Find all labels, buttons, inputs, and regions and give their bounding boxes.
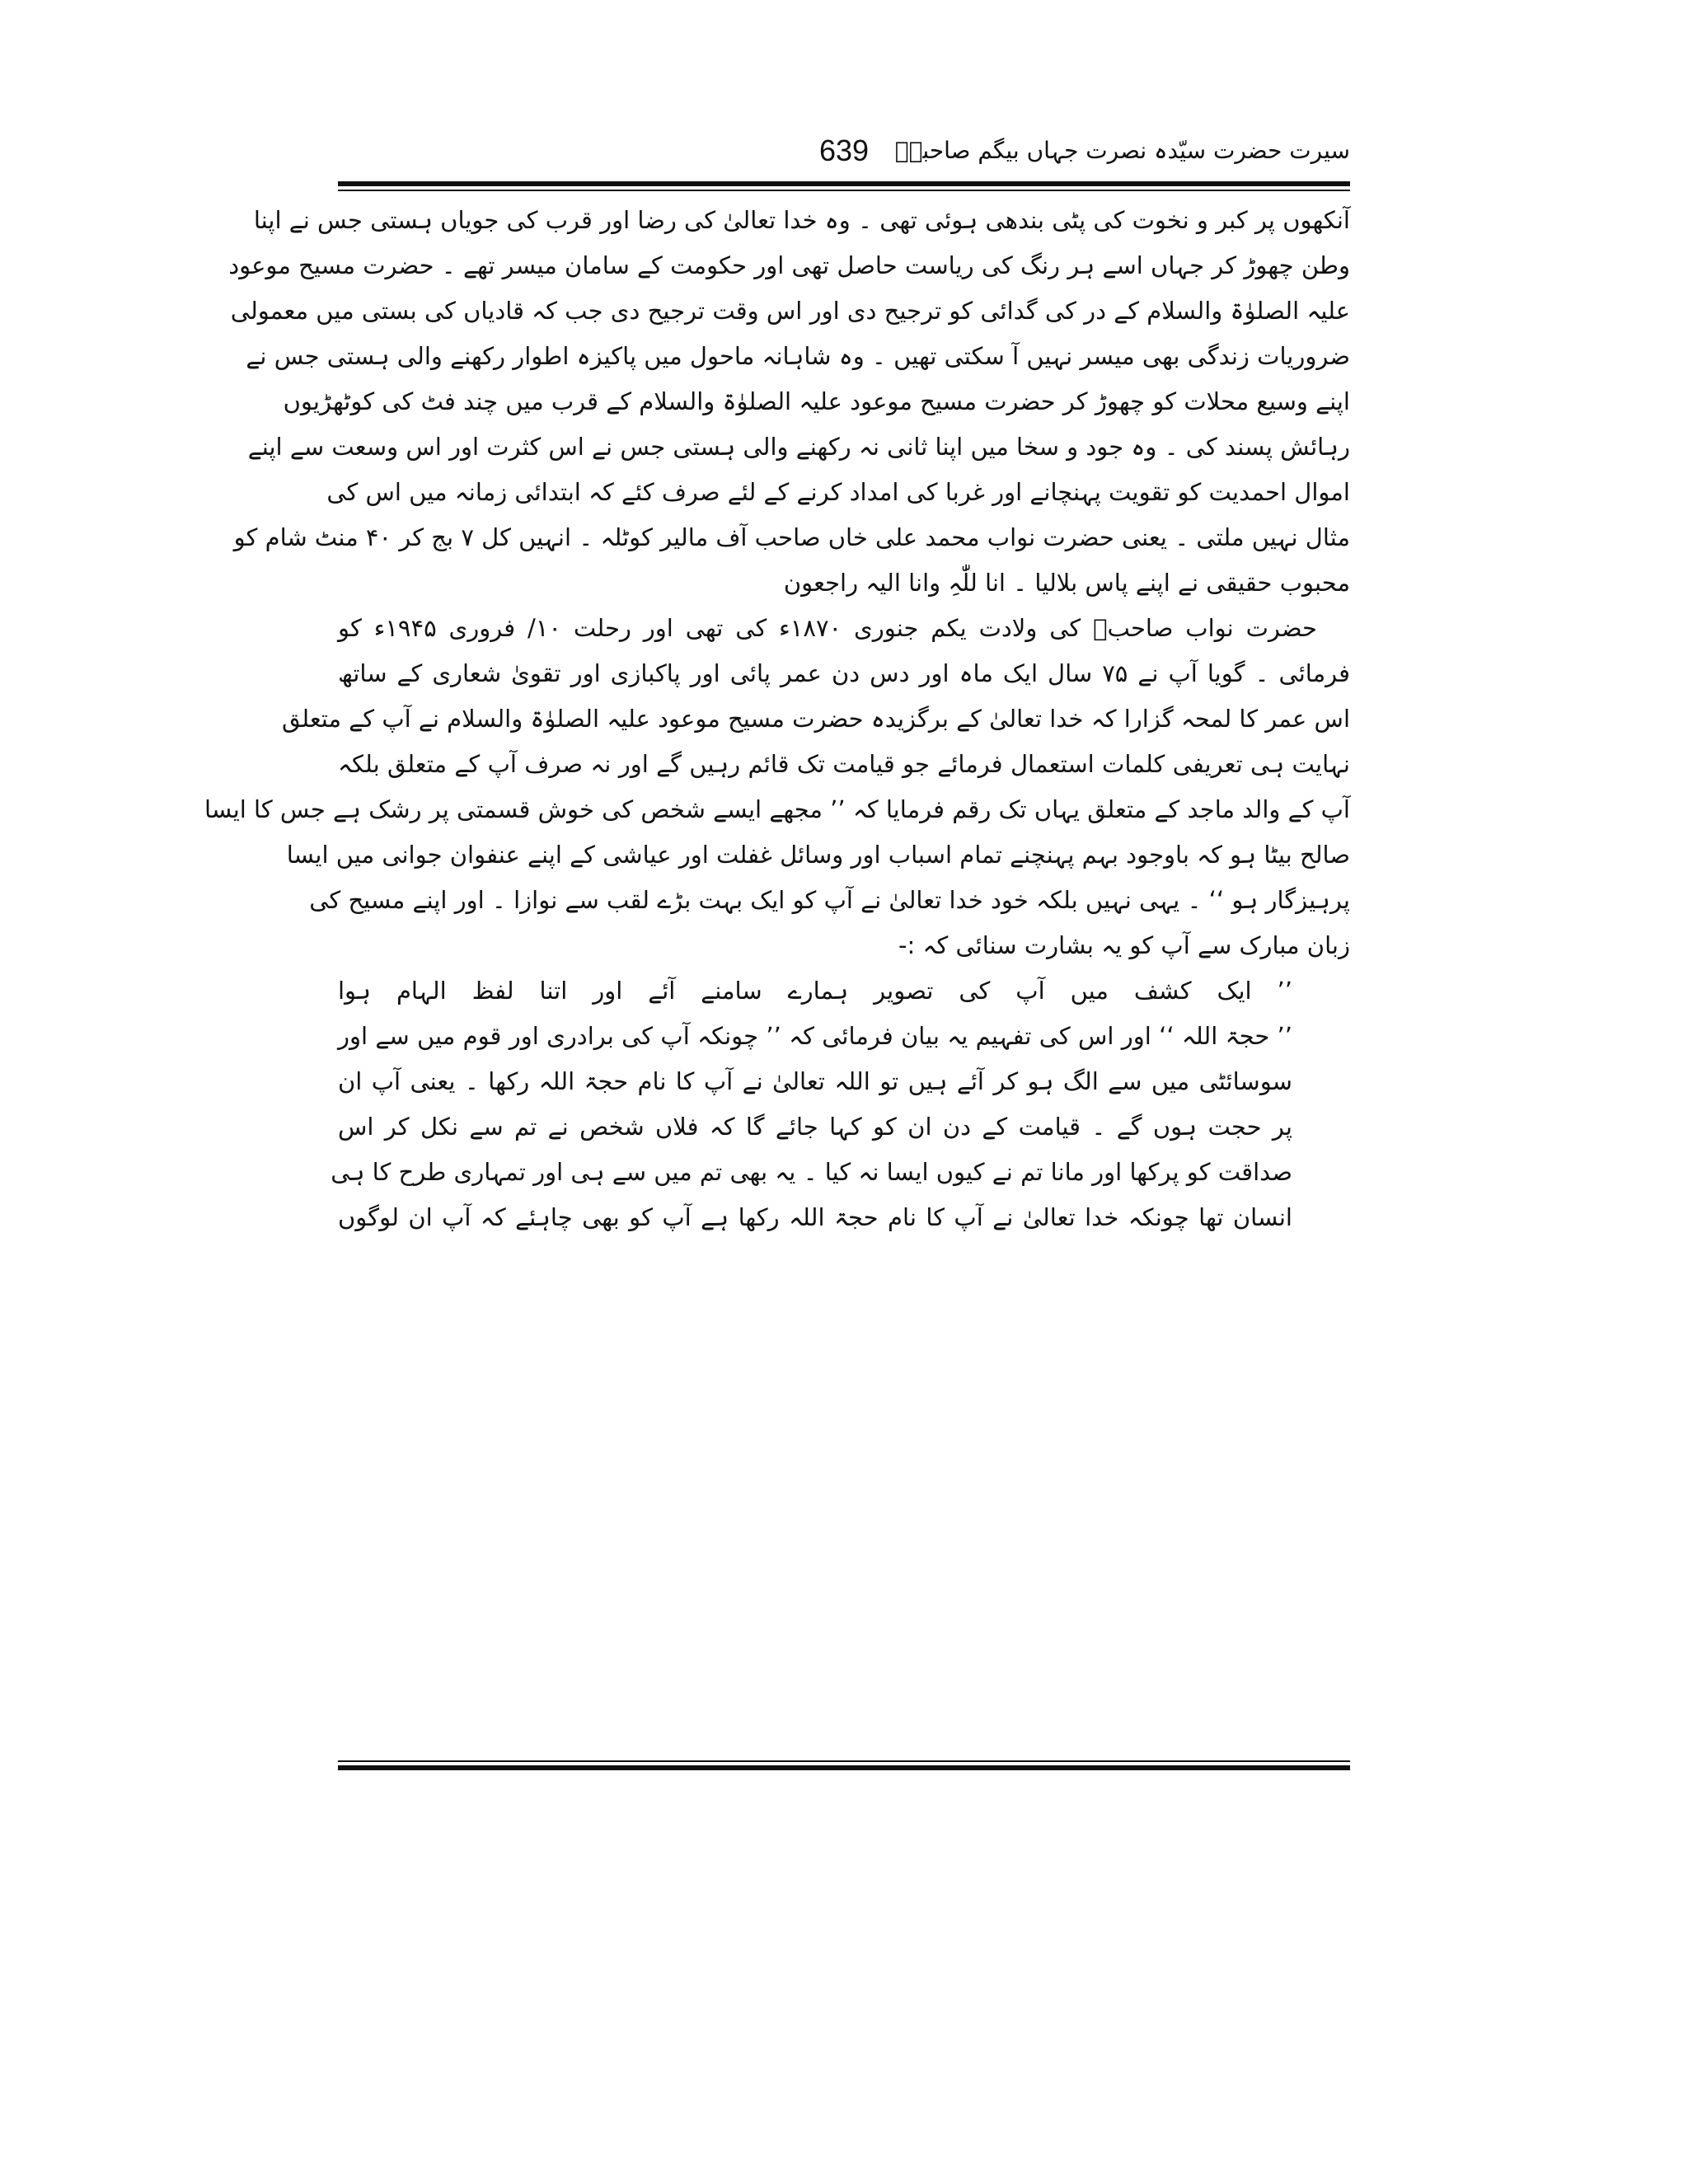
header-rule-thick [338, 181, 1350, 186]
page-number: 639 [818, 134, 870, 167]
text-line: رہائش پسند کی ۔ وہ جود و سخا میں اپنا ثانی نہ رکھنے والی ہستی جس نے اس کثرت اور اس وسعت سے اپنے [247, 433, 1350, 461]
footer-rule-thin [338, 1760, 1350, 1762]
text-line: علیہ الصلوٰۃ والسلام کے در کی گدائی کو ترجیح دی اور اس وقت ترجیح دی جب کہ قادیاں کی بستی میں معمولی [230, 297, 1350, 325]
text-line: ضروریات زندگی بھی میسر نہیں آ سکتی تھیں ۔ وہ شاہانہ ماحول میں پاکیزہ اطوار رکھنے والی ہستی جس نے [246, 342, 1350, 370]
paragraph-2 [204, 606, 1350, 968]
text-line: اموال احمدیت کو تقویت پہنچانے اور غربا کی امداد کرنے کے لئے صرف کئے کہ ابتدائی زمانہ میں اس کی [326, 478, 1350, 506]
block-quote [331, 968, 1350, 1240]
text-line: حضرت نواب صاحبؓ کی ولادت یکم جنوری ۱۸۷۰ء کی تھی اور رحلت ۱۰/ فروری ۱۹۴۵ء کو [338, 614, 1317, 642]
quote-line: انسان تھا چونکہ خدا تعالیٰ نے آپ کا نام حجۃ اللہ رکھا ہے آپ کو بھی چاہئے کہ آپ ان لوگوں [338, 1203, 1292, 1231]
text-line: محبوب حقیقی نے اپنے پاس بلالیا ۔ انا للّٰہِ وانا الیہ راجعون [783, 569, 1350, 597]
text-line: فرمائی ۔ گویا آپ نے ۷۵ سال ایک ماہ اور دس دن عمر پائی اور پاکبازی اور تقویٰ شعاری کے ساتھ [338, 659, 1350, 687]
text-line: صالح بیٹا ہو کہ باوجود بہم پہنچنے تمام اسباب اور وسائل غفلت اور عیاشی کے اپنے عنفوان جوانی میں ایسا [286, 841, 1350, 869]
text-line: آپ کے والد ماجد کے متعلق یہاں تک رقم فرمایا کہ ’’ مجھے ایسے شخص کی خوش قسمتی پر رشک ہے جس کا ایسا [204, 795, 1350, 823]
text-line: نہایت ہی تعریفی کلمات استعمال فرمائے جو قیامت تک قائم رہیں گے اور نہ صرف آپ کے متعلق بلکہ [338, 750, 1350, 778]
body-text [204, 198, 1350, 1240]
text-line: پرہیزگار ہو ‘‘ ۔ یہی نہیں بلکہ خود خدا تعالیٰ نے آپ کو ایک بہت بڑے لقب سے نوازا ۔ اور اپنے مسیح کی [309, 886, 1350, 914]
text-line: زبان مبارک سے آپ کو یہ بشارت سنائی کہ :- [898, 931, 1350, 959]
quote-line: ’’ ایک کشف میں آپ کی تصویر ہمارے سامنے آئے اور اتنا لفظ الہام ہوا [338, 977, 1292, 1005]
quote-line: صداقت کو پرکھا اور مانا تم نے کیوں ایسا نہ کیا ۔ یہ بھی تم میں سے ہی اور تمہاری طرح کا ہی [331, 1158, 1292, 1186]
text-line: وطن چھوڑ کر جہاں اسے ہر رنگ کی ریاست حاصل تھی اور حکومت کے سامان میسر تھے ۔ حضرت مسیح موعود [228, 251, 1350, 279]
footer-rule-thick [338, 1765, 1350, 1770]
text-line: اس عمر کا لمحہ گزارا کہ خدا تعالیٰ کے برگزیدہ حضرت مسیح موعود علیہ الصلوٰۃ والسلام نے آپ کے متعلق [282, 705, 1350, 733]
header-rule-thin [338, 190, 1350, 191]
page-header [338, 132, 1350, 181]
quote-line: پر حجت ہوں گے ۔ قیامت کے دن ان کو کہا جائے گا کہ فلاں شخص نے تم سے نکل کر اس [338, 1113, 1292, 1141]
quote-line: ’’ حجۃ اللہ ‘‘ اور اس کی تفہیم یہ بیان فرمائی کہ ’’ چونکہ آپ کی برادری اور قوم میں سے اور [338, 1022, 1292, 1050]
paragraph-1 [228, 198, 1350, 606]
running-title: سیرت حضرت سیّدہ نصرت جہاں بیگم صاحبہؓ [894, 137, 1350, 164]
text-line: اپنے وسیع محلات کو چھوڑ کر حضرت مسیح موعود علیہ الصلوٰۃ والسلام کے قرب میں چند فٹ کی کوٹھڑیوں [283, 387, 1350, 415]
text-line: آنکھوں پر کبر و نخوت کی پٹی بندھی ہوئی تھی ۔ وہ خدا تعالیٰ کی رضا اور قرب کی جویاں ہستی جس نے اپنا [253, 206, 1350, 234]
quote-line: سوسائٹی میں سے الگ ہو کر آئے ہیں تو اللہ تعالیٰ نے آپ کا نام حجۃ اللہ رکھا ۔ یعنی آپ ان [338, 1067, 1292, 1095]
text-line: مثال نہیں ملتی ۔ یعنی حضرت نواب محمد علی خاں صاحب آف مالیر کوٹلہ ۔ انہیں کل ۷ بج کر ۴۰ منٹ شام کو [233, 523, 1350, 551]
